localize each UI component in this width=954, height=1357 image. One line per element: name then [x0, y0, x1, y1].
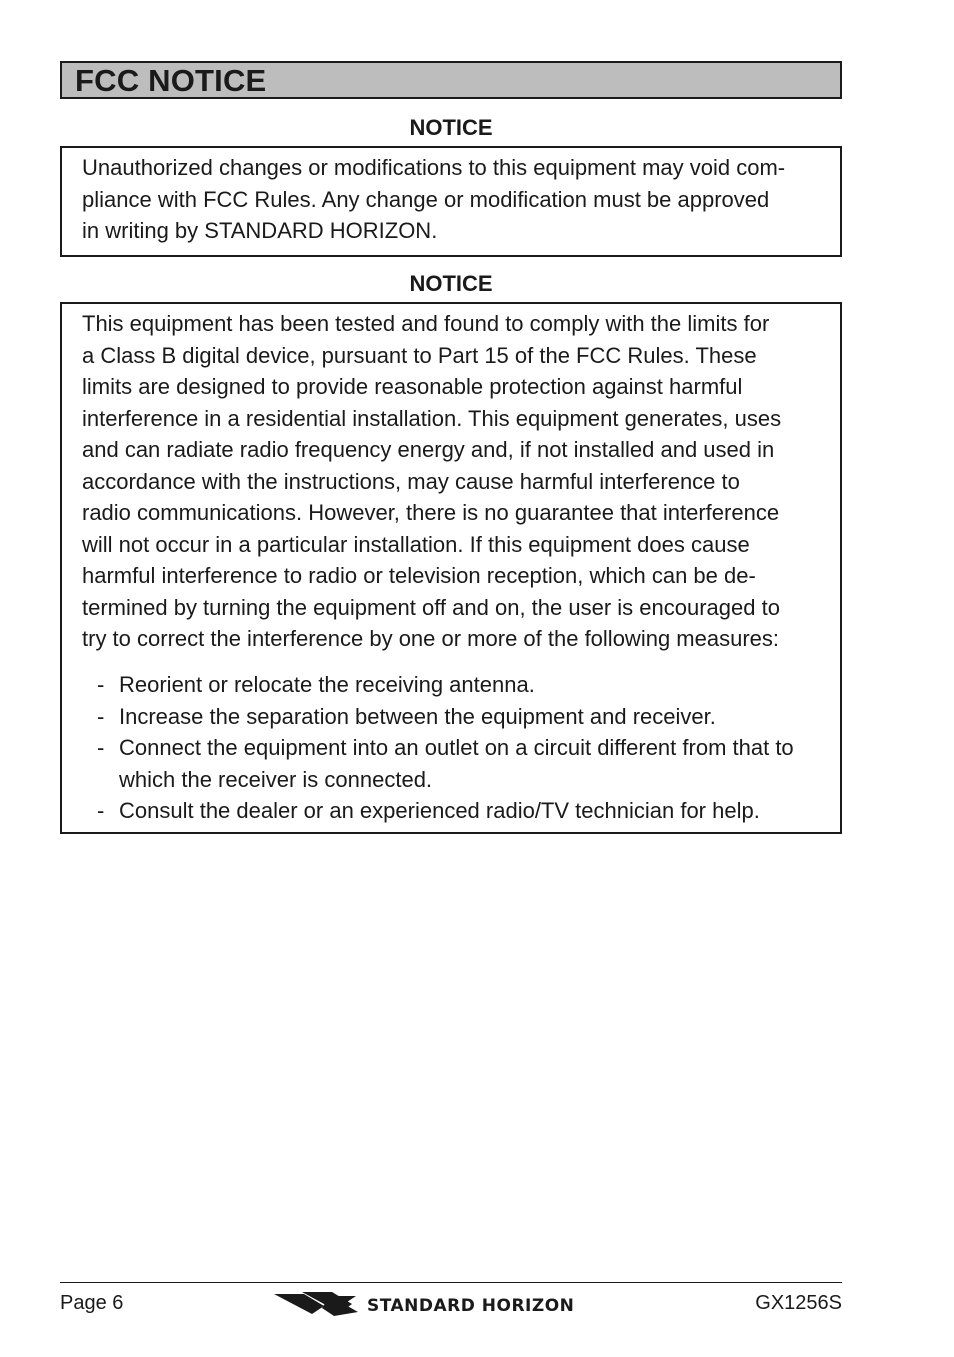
measure-text: Consult the dealer or an experienced radio/TV technician for help.: [119, 798, 760, 823]
notice-label-1: NOTICE: [409, 115, 493, 140]
notice-1-line-2: pliance with FCC Rules. Any change or modification must be approved: [82, 186, 770, 212]
list-item: [82, 795, 820, 827]
model-number: GX1256S: [755, 1292, 842, 1314]
notice-2-line-2: a Class B digital device, pursuant to Part 15 of the FCC Rules. These: [82, 342, 757, 368]
bullet-dash: -: [97, 703, 105, 729]
page-title: FCC NOTICE: [75, 63, 267, 98]
notice-box-2: [60, 302, 842, 834]
notice-2-line-7: radio communications. However, there is no guarantee that interference: [82, 500, 780, 525]
measure-text: Reorient or relocate the receiving antenna.: [119, 672, 535, 697]
notice-1-line-1: Unauthorized changes or modifications to this equipment may void com-: [82, 155, 786, 180]
list-item: [82, 732, 820, 795]
list-item: [82, 701, 820, 733]
brand-name: STANDARD HORIZON: [367, 1296, 575, 1316]
notice-2-line-3: limits are designed to provide reasonable protection against harmful: [82, 374, 743, 399]
notice-2-line-11: try to correct the interference by one or more of the following measures:: [82, 626, 779, 651]
notice-2-line-9: harmful interference to radio or television reception, which can be de-: [82, 563, 756, 588]
footer-divider: [60, 1282, 842, 1283]
bullet-dash: -: [97, 672, 105, 697]
notice-2-line-1: This equipment has been tested and found to comply with the limits for: [82, 311, 770, 336]
bullet-dash: -: [97, 798, 105, 823]
notice-2-line-5: and can radiate radio frequency energy and, if not installed and used in: [82, 437, 775, 462]
section-header: [60, 61, 842, 99]
notice-2-line-8: will not occur in a particular installation. If this equipment does cause: [82, 531, 750, 557]
notice-box-1: [60, 146, 842, 257]
measure-text: Increase the separation between the equipment and receiver.: [119, 703, 716, 729]
notice-2-line-6: accordance with the instructions, may cause harmful interference to: [82, 468, 740, 494]
notice-2-line-4: interference in a residential installation. This equipment generates, uses: [82, 405, 782, 431]
notice-label-2: NOTICE: [409, 271, 493, 296]
bullet-dash: -: [97, 735, 105, 760]
page-number: Page 6: [60, 1292, 124, 1314]
measures-list: [82, 669, 820, 827]
measure-text: Connect the equipment into an outlet on a circuit different from that to which the receiver is connected.: [119, 735, 794, 792]
standard-horizon-logo: [272, 1290, 632, 1318]
notice-1-line-3: in writing by STANDARD HORIZON.: [82, 218, 438, 243]
notice-2-line-10: termined by turning the equipment off and on, the user is encouraged to: [82, 594, 780, 620]
list-item: [82, 669, 820, 701]
